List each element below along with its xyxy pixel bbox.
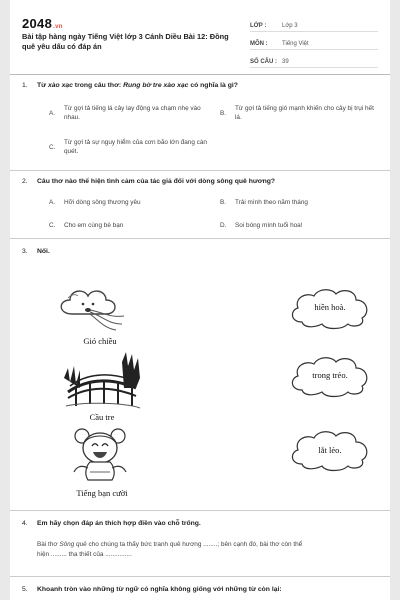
question-number: 5. <box>22 586 28 593</box>
option-letter: C. <box>49 144 56 151</box>
option-letter: A. <box>49 199 56 206</box>
option-text: Từ gợi tả tiếng lá cây lay động va chạm nhẹ vào nhau. <box>64 105 201 121</box>
question-divider <box>10 170 390 171</box>
q4-italic: Sông quê <box>59 541 87 548</box>
option-letter: D. <box>220 222 227 229</box>
right-item-2[interactable]: trong trẻo. <box>312 370 348 380</box>
option-text: Soi bóng mình tuổi hoa! <box>235 222 303 229</box>
site-logo[interactable] <box>22 16 63 31</box>
option-letter: C. <box>49 222 56 229</box>
worksheet-page <box>10 0 390 600</box>
question-divider <box>10 238 390 239</box>
wind-illustration <box>50 282 130 332</box>
logo-main: 2048 <box>22 16 53 31</box>
option-letter: B. <box>220 199 227 206</box>
option-text: Hỡi dòng sông thương yêu <box>64 199 141 206</box>
q4-line-2: hiện ......... tha thiết của ............... <box>37 551 132 558</box>
info-table <box>250 14 378 68</box>
q4-line-1 <box>37 540 377 550</box>
question-divider <box>10 576 390 577</box>
info-row-count <box>250 50 378 68</box>
q1-mid: trong câu thơ: <box>72 82 124 89</box>
left-item-wind[interactable]: Gió chiều <box>83 336 117 346</box>
q1-italic-word: xào xạc <box>47 82 73 89</box>
info-key: SỐ CÂU : <box>250 59 277 65</box>
question-text: Em hãy chọn đáp án thích hợp điền vào chỗ trống. <box>37 520 201 527</box>
info-key: LỚP : <box>250 23 267 29</box>
worksheet-title: Bài tập hàng ngày Tiếng Việt lớp 3 Cánh Diều Bài 12: Đồng quê yêu dấu có đáp án <box>22 32 229 51</box>
q4-line1-rest: cho chúng ta thấy bức tranh quê hương ........; bên cạnh đó, bài thơ còn thể <box>86 541 303 548</box>
info-value: Tiếng Việt <box>282 41 309 47</box>
info-row-subject <box>250 32 378 50</box>
q1-prefix: Từ <box>37 82 48 89</box>
laughing-girl-illustration <box>68 424 132 484</box>
question-text <box>37 82 238 89</box>
option-text: Trải mình theo năm tháng <box>235 199 308 206</box>
info-value: 39 <box>282 59 289 65</box>
q1-italic-quote: Rung bờ tre xào xạc <box>123 82 189 89</box>
q4-prefix: Bài thơ <box>37 541 60 548</box>
question-divider <box>10 510 390 511</box>
info-value: Lớp 3 <box>282 23 298 29</box>
question-number: 2. <box>22 178 28 185</box>
question-text: Khoanh tròn vào những từ ngữ có nghĩa không giống với những từ còn lại: <box>37 586 282 593</box>
right-item-3[interactable]: lắt lẻo. <box>318 445 342 455</box>
q1-suffix: có nghĩa là gì? <box>188 82 238 89</box>
question-text: Nối. <box>37 248 50 255</box>
left-item-bridge[interactable]: Cầu tre <box>89 412 115 422</box>
header-divider <box>10 74 390 75</box>
info-key: MÔN : <box>250 41 268 47</box>
question-number: 1. <box>22 82 28 89</box>
option-text: Từ gợi tả sự nguy hiểm của cơn bão lớn đang càn quét. <box>64 139 207 155</box>
bridge-illustration <box>62 348 142 410</box>
question-text: Câu thơ nào thể hiện tình cảm của tác giả đối với dòng sông quê hương? <box>37 178 276 185</box>
q4-paragraph <box>37 540 377 560</box>
right-item-1[interactable]: hiền hoà. <box>314 302 346 312</box>
option-text: Từ gợi tả tiếng gió mạnh khiến cho cây bị trụi hết lá. <box>235 105 374 121</box>
left-item-laugh[interactable]: Tiếng bạn cười <box>76 488 128 498</box>
option-letter: B. <box>220 110 227 117</box>
logo-suffix: .vn <box>53 24 63 30</box>
question-number: 4. <box>22 520 28 527</box>
option-text: Cho em cùng bè bạn <box>64 222 124 229</box>
option-letter: A. <box>49 110 56 117</box>
question-number: 3. <box>22 248 28 255</box>
info-row-class <box>250 14 378 32</box>
